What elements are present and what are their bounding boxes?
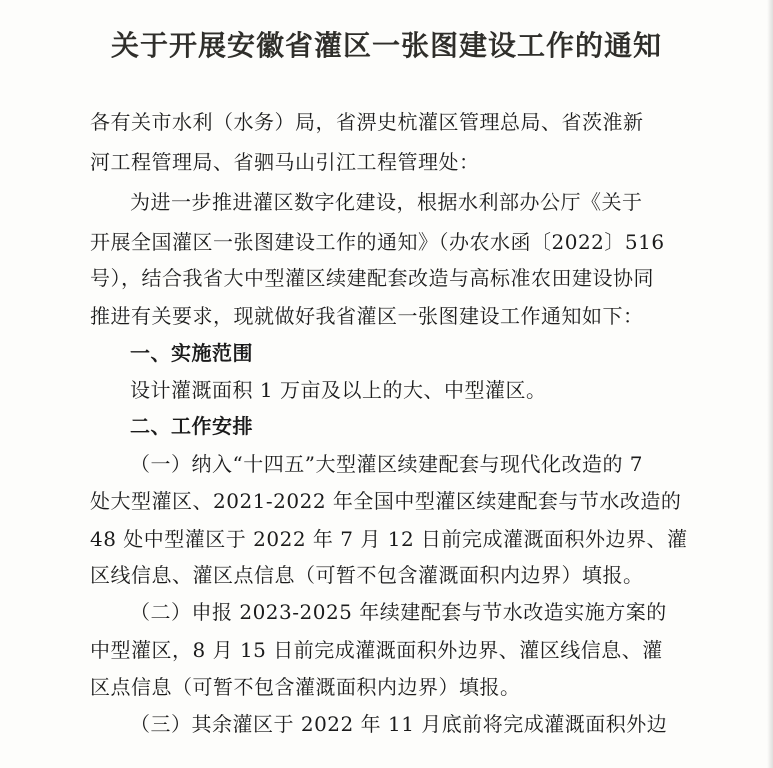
item-3-line-1: （三）其余灌区于 2022 年 11 月底前将完成灌溉面积外边: [130, 712, 668, 736]
intro-line-2: 开展全国灌区一张图建设工作的通知》（办农水函〔2022〕516: [90, 230, 665, 254]
item-2-line-2: 中型灌区，8 月 15 日前完成灌溉面积外边界、灌区线信息、灌: [90, 638, 663, 662]
scope-text: 设计灌溉面积 1 万亩及以上的大、中型灌区。: [130, 378, 547, 402]
intro-line-1: 为进一步推进灌区数字化建设，根据水利部办公厅《关于: [130, 190, 643, 214]
item-1-line-2: 处大型灌区、2021-2022 年全国中型灌区续建配套与节水改造的: [90, 489, 682, 513]
item-1-line-4: 区线信息、灌区点信息（可暂不包含灌溉面积内边界）填报。: [90, 563, 644, 587]
document-title: 关于开展安徽省灌区一张图建设工作的通知: [110, 29, 662, 62]
section-heading-scope: 一、实施范围: [130, 341, 253, 365]
item-2-line-1: （二）申报 2023-2025 年续建配套与节水改造实施方案的: [130, 600, 667, 624]
page-edge-shadow: [767, 0, 773, 768]
section-heading-arrangement: 二、工作安排: [130, 414, 253, 438]
item-1-line-1: （一）纳入“十四五”大型灌区续建配套与现代化改造的 7: [130, 452, 644, 476]
addressee-line-1: 各有关市水利（水务）局，省淠史杭灌区管理总局、省茨淮新: [90, 110, 644, 134]
intro-line-3: 号），结合我省大中型灌区续建配套改造与高标准农田建设协同: [90, 266, 654, 290]
intro-line-4: 推进有关要求，现就做好我省灌区一张图建设工作通知如下：: [90, 304, 644, 328]
item-1-line-3: 48 处中型灌区于 2022 年 7 月 12 日前完成灌溉面积外边界、灌: [90, 527, 688, 551]
item-2-line-3: 区点信息（可暂不包含灌溉面积内边界）填报。: [90, 675, 521, 699]
addressee-line-2: 河工程管理局、省驷马山引江工程管理处：: [90, 150, 480, 174]
